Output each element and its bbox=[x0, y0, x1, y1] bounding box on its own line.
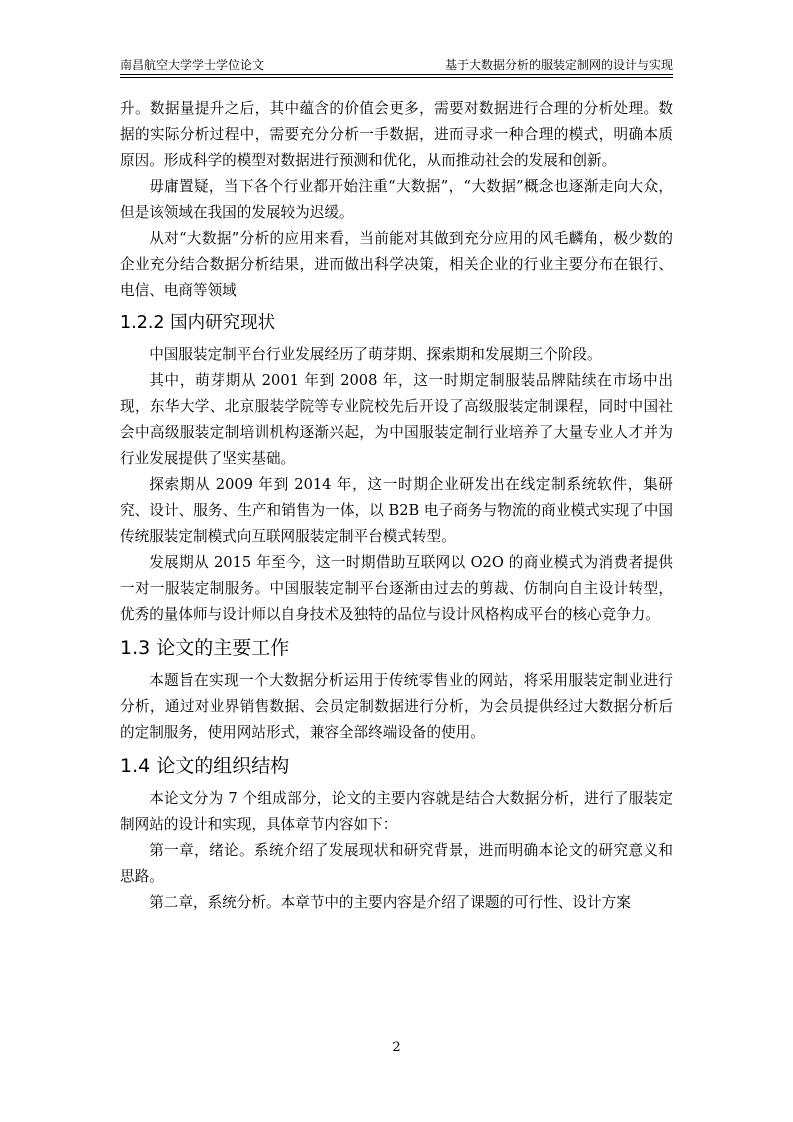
paragraph: 中国服装定制平台行业发展经历了萌芽期、探索期和发展期三个阶段。 bbox=[149, 346, 602, 363]
page-body bbox=[120, 96, 673, 916]
paragraph: 发展期从 2015 年至今，这一时期借助互联网以 O2O 的商业模式为消费者提供一对一服装定制服务。中国服装定制平台逐渐由过去的剪裁、仿制向自主设计转型，优秀的量体师与设计师以自身技术及独特的品位与设计风格构成平台的核心竞争力。 bbox=[120, 554, 673, 623]
header-university-title: 南昌航空大学学士学位论文 bbox=[120, 58, 265, 72]
page-number: 2 bbox=[392, 1040, 401, 1055]
paragraph: 探索期从 2009 年到 2014 年，这一时期企业研发出在线定制系统软件，集研究、设计、服务、生产和销售为一体，以 B2B 电子商务与物流的商业模式实现了中国传统服装定制模式向互联网服装定制平台模式转型。 bbox=[120, 476, 673, 545]
paragraph: 第二章，系统分析。本章节中的主要内容是介绍了课题的可行性、设计方案 bbox=[149, 894, 631, 911]
paragraph: 本论文分为 7 个组成部分，论文的主要内容就是结合大数据分析，进行了服装定制网站的设计和实现，具体章节内容如下： bbox=[120, 790, 673, 833]
header-thesis-title: 基于大数据分析的服装定制网的设计与实现 bbox=[444, 58, 673, 72]
section-heading-1-4: 1.4 论文的组织结构 bbox=[120, 755, 290, 777]
paragraph: 其中，萌芽期从 2001 年到 2008 年，这一时期定制服装品牌陆续在市场中出现，东华大学、北京服装学院等专业院校先后开设了高级服装定制课程，同时中国社会中高级服装定制培训机构逐渐兴起，为中国服装定制行业培养了大量专业人才并为行业发展提供了坚实基础。 bbox=[120, 372, 673, 467]
running-header bbox=[120, 54, 673, 76]
header-rule-thick bbox=[120, 74, 673, 75]
paragraph: 从对“大数据”分析的应用来看，当前能对其做到充分应用的风毛麟角，极少数的企业充分结合数据分析结果，进而做出科学决策，相关企业的行业主要分布在银行、电信、电商等领域 bbox=[120, 230, 673, 299]
paragraph: 第一章，绪论。系统介绍了发展现状和研究背景，进而明确本论文的研究意义和思路。 bbox=[120, 842, 673, 885]
paragraph: 升。数据量提升之后，其中蕴含的价值会更多，需要对数据进行合理的分析处理。数据的实际分析过程中，需要充分分析一手数据，进而寻求一种合理的模式，明确本质原因。形成科学的模型对数据进行预测和优化，从而推动社会的发展和创新。 bbox=[120, 100, 673, 169]
header-rule-thin bbox=[120, 77, 673, 78]
section-heading-1-3: 1.3 论文的主要工作 bbox=[120, 637, 290, 659]
paragraph: 毋庸置疑，当下各个行业都开始注重“大数据”，“大数据”概念也逐渐走向大众，但是该领域在我国的发展较为迟缓。 bbox=[120, 178, 673, 221]
section-heading-1-2-2: 1.2.2 国内研究现状 bbox=[120, 313, 276, 333]
paragraph: 本题旨在实现一个大数据分析运用于传统零售业的网站，将采用服装定制业进行分析，通过对业界销售数据、会员定制数据进行分析，为会员提供经过大数据分析后的定制服务，使用网站形式，兼容全部终端设备的使用。 bbox=[120, 672, 673, 741]
